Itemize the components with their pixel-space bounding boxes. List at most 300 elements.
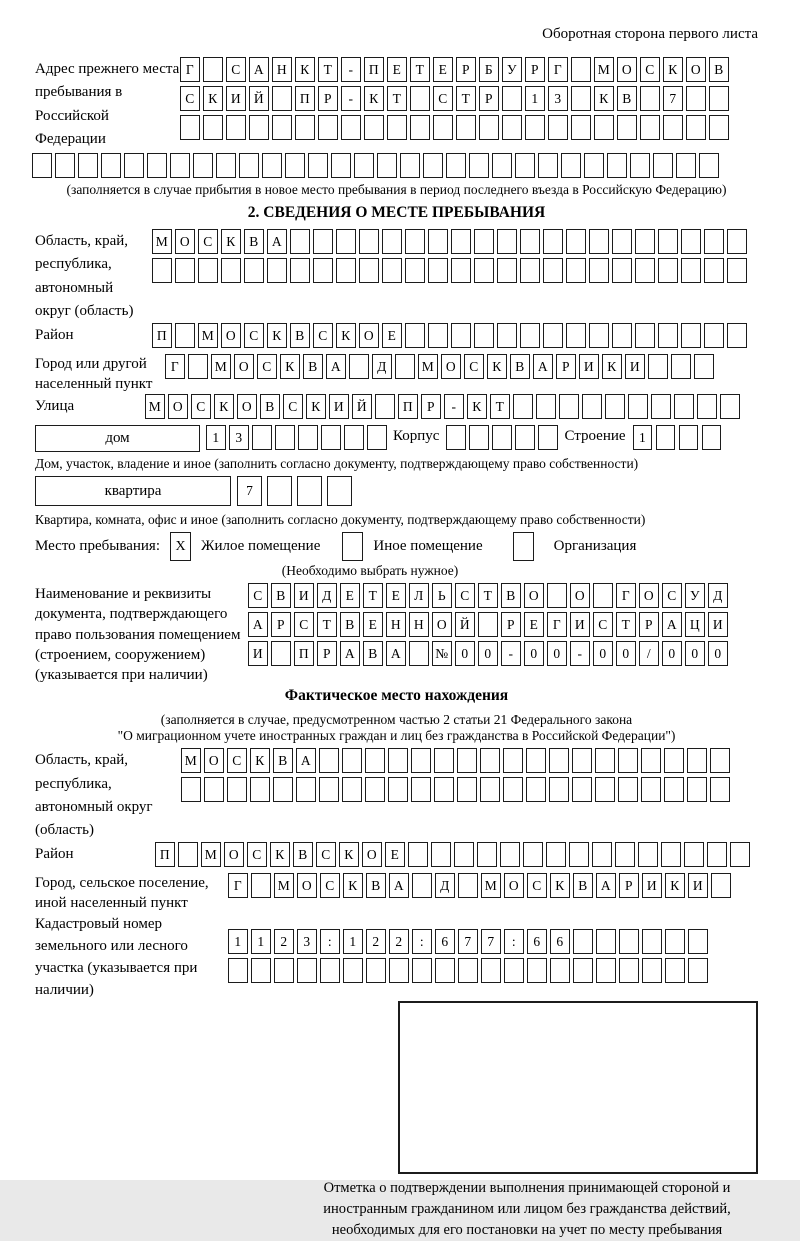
form-cell[interactable] bbox=[180, 115, 200, 140]
form-cell[interactable]: Г bbox=[165, 354, 185, 379]
form-cell[interactable] bbox=[665, 958, 685, 983]
form-cell[interactable]: С bbox=[662, 583, 682, 608]
form-cell[interactable]: С bbox=[248, 583, 268, 608]
form-cell[interactable] bbox=[251, 958, 271, 983]
form-cell[interactable] bbox=[658, 229, 678, 254]
form-cell[interactable] bbox=[405, 229, 425, 254]
form-cell[interactable] bbox=[566, 258, 586, 283]
form-cell[interactable]: В bbox=[271, 583, 291, 608]
form-cell[interactable]: А bbox=[389, 873, 409, 898]
form-cell[interactable]: О bbox=[504, 873, 524, 898]
form-cell[interactable] bbox=[451, 229, 471, 254]
form-cell[interactable] bbox=[313, 258, 333, 283]
form-cell[interactable] bbox=[730, 842, 750, 867]
form-cell[interactable] bbox=[410, 86, 430, 111]
form-cell[interactable]: Т bbox=[318, 57, 338, 82]
apartment-box[interactable]: квартира bbox=[35, 476, 231, 506]
form-cell[interactable] bbox=[290, 229, 310, 254]
form-cell[interactable]: К bbox=[203, 86, 223, 111]
form-cell[interactable] bbox=[687, 748, 707, 773]
form-cell[interactable] bbox=[584, 153, 604, 178]
form-cell[interactable]: Р bbox=[639, 612, 659, 637]
form-cell[interactable] bbox=[642, 929, 662, 954]
form-cell[interactable] bbox=[710, 777, 730, 802]
form-cell[interactable] bbox=[366, 958, 386, 983]
form-cell[interactable]: 0 bbox=[593, 641, 613, 666]
form-cell[interactable]: О bbox=[432, 612, 452, 637]
form-cell[interactable]: М bbox=[198, 323, 218, 348]
form-cell[interactable] bbox=[273, 777, 293, 802]
form-cell[interactable]: О bbox=[441, 354, 461, 379]
form-cell[interactable]: А bbox=[267, 229, 287, 254]
form-cell[interactable]: 0 bbox=[547, 641, 567, 666]
form-cell[interactable]: О bbox=[221, 323, 241, 348]
form-cell[interactable]: О bbox=[524, 583, 544, 608]
form-cell[interactable] bbox=[589, 258, 609, 283]
form-cell[interactable] bbox=[699, 153, 719, 178]
form-cell[interactable] bbox=[720, 394, 740, 419]
form-cell[interactable] bbox=[216, 153, 236, 178]
form-cell[interactable] bbox=[619, 958, 639, 983]
form-cell[interactable]: Р bbox=[317, 641, 337, 666]
form-cell[interactable] bbox=[543, 323, 563, 348]
form-cell[interactable]: И bbox=[294, 583, 314, 608]
form-cell[interactable] bbox=[458, 873, 478, 898]
form-cell[interactable] bbox=[503, 748, 523, 773]
form-cell[interactable] bbox=[451, 323, 471, 348]
form-cell[interactable] bbox=[663, 115, 683, 140]
form-cell[interactable]: О bbox=[617, 57, 637, 82]
form-cell[interactable]: : bbox=[412, 929, 432, 954]
form-cell[interactable] bbox=[474, 258, 494, 283]
form-cell[interactable]: Р bbox=[556, 354, 576, 379]
form-cell[interactable]: В bbox=[363, 641, 383, 666]
form-cell[interactable] bbox=[704, 229, 724, 254]
form-cell[interactable] bbox=[536, 394, 556, 419]
form-cell[interactable]: А bbox=[340, 641, 360, 666]
form-cell[interactable]: Т bbox=[456, 86, 476, 111]
form-cell[interactable]: 0 bbox=[616, 641, 636, 666]
form-cell[interactable] bbox=[566, 229, 586, 254]
form-cell[interactable]: В bbox=[273, 748, 293, 773]
form-cell[interactable]: О bbox=[224, 842, 244, 867]
form-cell[interactable] bbox=[367, 425, 387, 450]
form-cell[interactable] bbox=[707, 842, 727, 867]
form-cell[interactable] bbox=[272, 115, 292, 140]
form-cell[interactable] bbox=[365, 748, 385, 773]
form-cell[interactable]: 0 bbox=[455, 641, 475, 666]
form-cell[interactable]: В bbox=[510, 354, 530, 379]
form-cell[interactable] bbox=[477, 842, 497, 867]
form-cell[interactable] bbox=[592, 842, 612, 867]
form-cell[interactable] bbox=[227, 777, 247, 802]
form-cell[interactable] bbox=[549, 748, 569, 773]
form-cell[interactable]: : bbox=[320, 929, 340, 954]
form-cell[interactable]: В bbox=[303, 354, 323, 379]
form-cell[interactable]: Е bbox=[524, 612, 544, 637]
form-cell[interactable] bbox=[479, 115, 499, 140]
form-cell[interactable]: Д bbox=[435, 873, 455, 898]
form-cell[interactable] bbox=[267, 476, 292, 506]
form-cell[interactable]: Ь bbox=[432, 583, 452, 608]
form-cell[interactable]: Р bbox=[479, 86, 499, 111]
form-cell[interactable]: А bbox=[326, 354, 346, 379]
form-cell[interactable] bbox=[290, 258, 310, 283]
form-cell[interactable] bbox=[658, 258, 678, 283]
form-cell[interactable]: Р bbox=[525, 57, 545, 82]
form-cell[interactable] bbox=[377, 153, 397, 178]
form-cell[interactable]: М bbox=[481, 873, 501, 898]
form-cell[interactable] bbox=[492, 425, 512, 450]
form-cell[interactable]: - bbox=[570, 641, 590, 666]
form-cell[interactable] bbox=[635, 258, 655, 283]
form-cell[interactable] bbox=[543, 229, 563, 254]
form-cell[interactable]: П bbox=[398, 394, 418, 419]
form-cell[interactable] bbox=[492, 153, 512, 178]
form-cell[interactable]: К bbox=[364, 86, 384, 111]
form-cell[interactable]: А bbox=[596, 873, 616, 898]
form-cell[interactable] bbox=[617, 115, 637, 140]
form-cell[interactable] bbox=[188, 354, 208, 379]
form-cell[interactable] bbox=[635, 323, 655, 348]
form-cell[interactable]: И bbox=[579, 354, 599, 379]
form-cell[interactable] bbox=[525, 115, 545, 140]
form-cell[interactable] bbox=[679, 425, 699, 450]
form-cell[interactable]: О bbox=[570, 583, 590, 608]
form-cell[interactable] bbox=[469, 425, 489, 450]
form-cell[interactable]: М bbox=[152, 229, 172, 254]
form-cell[interactable] bbox=[515, 425, 535, 450]
form-cell[interactable]: Д bbox=[708, 583, 728, 608]
form-cell[interactable]: / bbox=[639, 641, 659, 666]
form-cell[interactable] bbox=[478, 612, 498, 637]
form-cell[interactable]: С bbox=[226, 57, 246, 82]
form-cell[interactable] bbox=[710, 748, 730, 773]
form-cell[interactable] bbox=[454, 842, 474, 867]
form-cell[interactable] bbox=[697, 394, 717, 419]
form-cell[interactable] bbox=[297, 476, 322, 506]
form-cell[interactable]: О bbox=[237, 394, 257, 419]
form-cell[interactable] bbox=[124, 153, 144, 178]
form-cell[interactable] bbox=[704, 323, 724, 348]
form-cell[interactable]: - bbox=[444, 394, 464, 419]
form-cell[interactable] bbox=[481, 958, 501, 983]
form-cell[interactable] bbox=[405, 323, 425, 348]
form-cell[interactable]: И bbox=[642, 873, 662, 898]
form-cell[interactable] bbox=[147, 153, 167, 178]
form-cell[interactable] bbox=[251, 873, 271, 898]
form-cell[interactable] bbox=[727, 229, 747, 254]
form-cell[interactable]: 0 bbox=[662, 641, 682, 666]
form-cell[interactable]: Ц bbox=[685, 612, 705, 637]
form-cell[interactable]: Н bbox=[272, 57, 292, 82]
form-cell[interactable]: Р bbox=[501, 612, 521, 637]
form-cell[interactable]: О bbox=[639, 583, 659, 608]
form-cell[interactable] bbox=[520, 229, 540, 254]
form-cell[interactable]: 7 bbox=[237, 476, 262, 506]
form-cell[interactable]: В bbox=[709, 57, 729, 82]
form-cell[interactable] bbox=[665, 929, 685, 954]
form-cell[interactable]: Г bbox=[228, 873, 248, 898]
form-cell[interactable] bbox=[684, 842, 704, 867]
form-cell[interactable]: 2 bbox=[389, 929, 409, 954]
form-cell[interactable]: П bbox=[364, 57, 384, 82]
form-cell[interactable]: Р bbox=[619, 873, 639, 898]
form-cell[interactable] bbox=[596, 929, 616, 954]
form-cell[interactable]: Р bbox=[421, 394, 441, 419]
form-cell[interactable] bbox=[500, 842, 520, 867]
form-cell[interactable]: Т bbox=[616, 612, 636, 637]
form-cell[interactable] bbox=[433, 115, 453, 140]
form-cell[interactable]: А bbox=[386, 641, 406, 666]
form-cell[interactable] bbox=[543, 258, 563, 283]
form-cell[interactable]: В bbox=[244, 229, 264, 254]
form-cell[interactable] bbox=[458, 958, 478, 983]
form-cell[interactable]: С bbox=[180, 86, 200, 111]
form-cell[interactable] bbox=[32, 153, 52, 178]
form-cell[interactable] bbox=[681, 323, 701, 348]
form-cell[interactable]: Й bbox=[352, 394, 372, 419]
form-cell[interactable] bbox=[395, 354, 415, 379]
form-cell[interactable] bbox=[595, 777, 615, 802]
form-cell[interactable]: Г bbox=[180, 57, 200, 82]
form-cell[interactable] bbox=[365, 777, 385, 802]
form-cell[interactable] bbox=[364, 115, 384, 140]
form-cell[interactable]: № bbox=[432, 641, 452, 666]
form-cell[interactable]: 2 bbox=[366, 929, 386, 954]
form-cell[interactable] bbox=[469, 153, 489, 178]
form-cell[interactable] bbox=[640, 115, 660, 140]
form-cell[interactable]: И bbox=[570, 612, 590, 637]
form-cell[interactable]: К bbox=[602, 354, 622, 379]
form-cell[interactable] bbox=[193, 153, 213, 178]
form-cell[interactable] bbox=[618, 748, 638, 773]
form-cell[interactable] bbox=[569, 842, 589, 867]
form-cell[interactable] bbox=[561, 153, 581, 178]
form-cell[interactable] bbox=[249, 115, 269, 140]
form-cell[interactable] bbox=[175, 258, 195, 283]
form-cell[interactable] bbox=[661, 842, 681, 867]
form-cell[interactable]: С bbox=[257, 354, 277, 379]
stay-type-checkbox-residential[interactable]: X bbox=[170, 532, 191, 561]
form-cell[interactable]: П bbox=[295, 86, 315, 111]
form-cell[interactable] bbox=[681, 229, 701, 254]
form-cell[interactable] bbox=[101, 153, 121, 178]
stay-type-checkbox-other[interactable] bbox=[342, 532, 363, 561]
form-cell[interactable]: С bbox=[313, 323, 333, 348]
form-cell[interactable] bbox=[640, 86, 660, 111]
form-cell[interactable] bbox=[497, 258, 517, 283]
form-cell[interactable]: С bbox=[464, 354, 484, 379]
form-cell[interactable] bbox=[198, 258, 218, 283]
form-cell[interactable] bbox=[295, 115, 315, 140]
form-cell[interactable]: С bbox=[294, 612, 314, 637]
form-cell[interactable] bbox=[336, 229, 356, 254]
form-cell[interactable]: Д bbox=[372, 354, 392, 379]
form-cell[interactable] bbox=[527, 958, 547, 983]
form-cell[interactable] bbox=[687, 777, 707, 802]
form-cell[interactable] bbox=[428, 323, 448, 348]
form-cell[interactable]: 1 bbox=[343, 929, 363, 954]
form-cell[interactable] bbox=[297, 958, 317, 983]
form-cell[interactable]: Н bbox=[386, 612, 406, 637]
form-cell[interactable]: Е bbox=[386, 583, 406, 608]
form-cell[interactable]: С bbox=[191, 394, 211, 419]
form-cell[interactable]: О bbox=[234, 354, 254, 379]
form-cell[interactable]: И bbox=[248, 641, 268, 666]
form-cell[interactable]: О bbox=[175, 229, 195, 254]
form-cell[interactable] bbox=[605, 394, 625, 419]
form-cell[interactable]: Т bbox=[478, 583, 498, 608]
form-cell[interactable] bbox=[686, 86, 706, 111]
form-cell[interactable]: Т bbox=[490, 394, 510, 419]
form-cell[interactable] bbox=[497, 229, 517, 254]
form-cell[interactable]: В bbox=[260, 394, 280, 419]
form-cell[interactable] bbox=[550, 958, 570, 983]
form-cell[interactable] bbox=[271, 641, 291, 666]
form-cell[interactable]: П bbox=[152, 323, 172, 348]
form-cell[interactable]: С bbox=[640, 57, 660, 82]
form-cell[interactable]: 3 bbox=[229, 425, 249, 450]
form-cell[interactable] bbox=[318, 115, 338, 140]
form-cell[interactable] bbox=[451, 258, 471, 283]
form-cell[interactable]: М bbox=[418, 354, 438, 379]
form-cell[interactable] bbox=[538, 153, 558, 178]
form-cell[interactable] bbox=[571, 57, 591, 82]
form-cell[interactable]: Р bbox=[271, 612, 291, 637]
form-cell[interactable]: 3 bbox=[297, 929, 317, 954]
form-cell[interactable]: О bbox=[362, 842, 382, 867]
form-cell[interactable]: К bbox=[270, 842, 290, 867]
form-cell[interactable]: Й bbox=[249, 86, 269, 111]
form-cell[interactable]: Л bbox=[409, 583, 429, 608]
form-cell[interactable] bbox=[344, 425, 364, 450]
form-cell[interactable] bbox=[388, 777, 408, 802]
form-cell[interactable] bbox=[434, 777, 454, 802]
form-cell[interactable]: И bbox=[329, 394, 349, 419]
form-cell[interactable] bbox=[704, 258, 724, 283]
form-cell[interactable]: У bbox=[502, 57, 522, 82]
form-cell[interactable] bbox=[175, 323, 195, 348]
form-cell[interactable] bbox=[308, 153, 328, 178]
form-cell[interactable] bbox=[694, 354, 714, 379]
form-cell[interactable] bbox=[412, 873, 432, 898]
form-cell[interactable] bbox=[653, 153, 673, 178]
form-cell[interactable] bbox=[274, 958, 294, 983]
form-cell[interactable] bbox=[252, 425, 272, 450]
form-cell[interactable]: П bbox=[155, 842, 175, 867]
form-cell[interactable]: К bbox=[250, 748, 270, 773]
form-cell[interactable]: 1 bbox=[633, 425, 653, 450]
form-cell[interactable] bbox=[615, 842, 635, 867]
form-cell[interactable]: Г bbox=[548, 57, 568, 82]
form-cell[interactable]: - bbox=[501, 641, 521, 666]
form-cell[interactable] bbox=[428, 258, 448, 283]
form-cell[interactable]: С bbox=[227, 748, 247, 773]
form-cell[interactable] bbox=[221, 258, 241, 283]
form-cell[interactable] bbox=[354, 153, 374, 178]
form-cell[interactable] bbox=[181, 777, 201, 802]
form-cell[interactable]: 1 bbox=[206, 425, 226, 450]
form-cell[interactable] bbox=[431, 842, 451, 867]
form-cell[interactable] bbox=[226, 115, 246, 140]
form-cell[interactable]: Р bbox=[456, 57, 476, 82]
form-cell[interactable] bbox=[513, 394, 533, 419]
form-cell[interactable] bbox=[400, 153, 420, 178]
form-cell[interactable] bbox=[327, 476, 352, 506]
form-cell[interactable] bbox=[250, 777, 270, 802]
form-cell[interactable]: М bbox=[211, 354, 231, 379]
form-cell[interactable]: С bbox=[433, 86, 453, 111]
form-cell[interactable] bbox=[648, 354, 668, 379]
form-cell[interactable]: 7 bbox=[663, 86, 683, 111]
form-cell[interactable] bbox=[170, 153, 190, 178]
form-cell[interactable] bbox=[55, 153, 75, 178]
form-cell[interactable] bbox=[566, 323, 586, 348]
form-cell[interactable] bbox=[497, 323, 517, 348]
form-cell[interactable] bbox=[428, 229, 448, 254]
form-cell[interactable] bbox=[515, 153, 535, 178]
form-cell[interactable]: С bbox=[593, 612, 613, 637]
form-cell[interactable]: О bbox=[297, 873, 317, 898]
form-cell[interactable] bbox=[612, 323, 632, 348]
form-cell[interactable]: 0 bbox=[478, 641, 498, 666]
form-cell[interactable]: В bbox=[617, 86, 637, 111]
form-cell[interactable] bbox=[262, 153, 282, 178]
form-cell[interactable] bbox=[727, 323, 747, 348]
form-cell[interactable] bbox=[178, 842, 198, 867]
form-cell[interactable]: С bbox=[247, 842, 267, 867]
form-cell[interactable] bbox=[412, 958, 432, 983]
form-cell[interactable] bbox=[480, 748, 500, 773]
form-cell[interactable] bbox=[336, 258, 356, 283]
form-cell[interactable] bbox=[321, 425, 341, 450]
form-cell[interactable] bbox=[656, 425, 676, 450]
form-cell[interactable]: Й bbox=[455, 612, 475, 637]
form-cell[interactable] bbox=[275, 425, 295, 450]
form-cell[interactable] bbox=[382, 229, 402, 254]
form-cell[interactable]: С bbox=[244, 323, 264, 348]
form-cell[interactable]: К bbox=[550, 873, 570, 898]
form-cell[interactable]: К bbox=[339, 842, 359, 867]
form-cell[interactable]: 6 bbox=[527, 929, 547, 954]
form-cell[interactable] bbox=[658, 323, 678, 348]
form-cell[interactable] bbox=[681, 258, 701, 283]
form-cell[interactable] bbox=[296, 777, 316, 802]
form-cell[interactable] bbox=[664, 748, 684, 773]
form-cell[interactable]: А bbox=[533, 354, 553, 379]
form-cell[interactable]: С bbox=[198, 229, 218, 254]
form-cell[interactable] bbox=[686, 115, 706, 140]
form-cell[interactable]: Т bbox=[317, 612, 337, 637]
form-cell[interactable]: О bbox=[204, 748, 224, 773]
form-cell[interactable] bbox=[408, 842, 428, 867]
form-cell[interactable]: Б bbox=[479, 57, 499, 82]
form-cell[interactable] bbox=[405, 258, 425, 283]
form-cell[interactable] bbox=[589, 323, 609, 348]
form-cell[interactable] bbox=[709, 86, 729, 111]
form-cell[interactable] bbox=[572, 777, 592, 802]
form-cell[interactable] bbox=[267, 258, 287, 283]
form-cell[interactable] bbox=[382, 258, 402, 283]
form-cell[interactable] bbox=[572, 748, 592, 773]
form-cell[interactable]: С bbox=[316, 842, 336, 867]
form-cell[interactable]: А bbox=[662, 612, 682, 637]
form-cell[interactable]: М bbox=[145, 394, 165, 419]
form-cell[interactable]: К bbox=[221, 229, 241, 254]
form-cell[interactable] bbox=[618, 777, 638, 802]
form-cell[interactable] bbox=[457, 748, 477, 773]
